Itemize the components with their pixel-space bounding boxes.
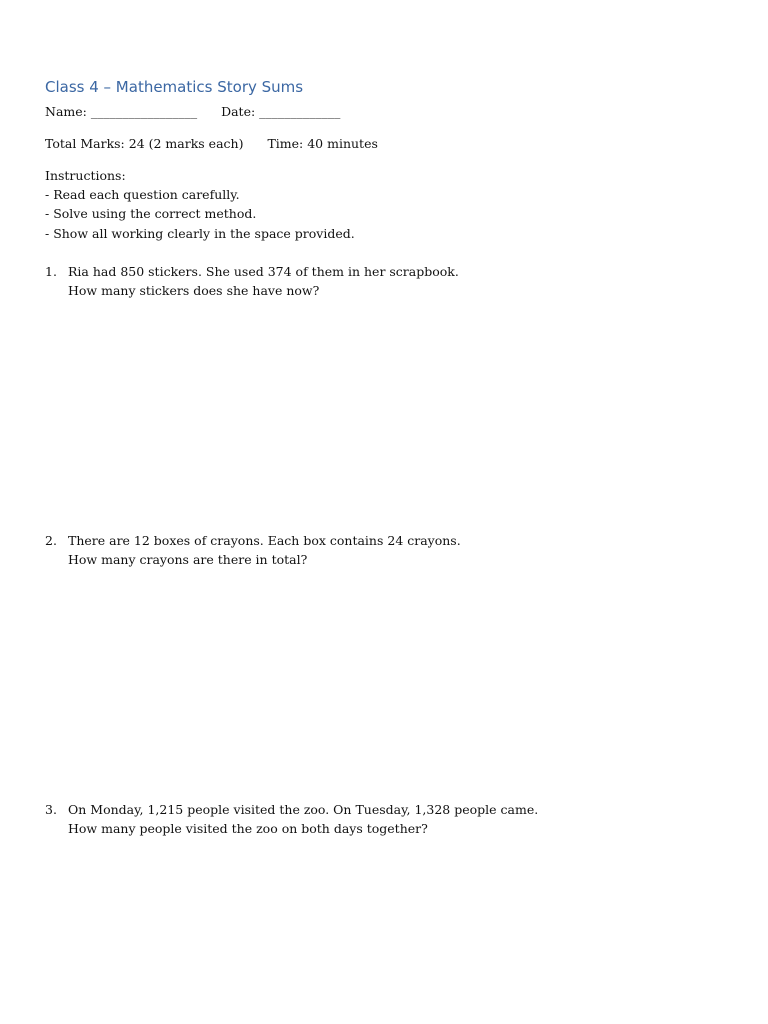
- question-line: How many stickers does she have now?: [68, 283, 320, 298]
- question-text: [68, 800, 538, 838]
- question-text: [68, 262, 459, 300]
- marks-time-row: [45, 134, 378, 153]
- question-text: [68, 531, 461, 569]
- instruction-item: - Solve using the correct method.: [45, 206, 257, 221]
- question-number: 2.: [45, 533, 57, 548]
- date-field-label: Date: _____________: [221, 104, 341, 119]
- question-line: On Monday, 1,215 people visited the zoo. On Tuesday, 1,328 people came.: [68, 802, 539, 817]
- question-number: 1.: [45, 264, 57, 279]
- total-marks-text: Total Marks: 24 (2 marks each): [45, 136, 244, 151]
- worksheet-title: Class 4 – Mathematics Story Sums: [45, 78, 304, 96]
- name-date-row: [45, 102, 340, 121]
- name-field-label: Name: _________________: [45, 104, 198, 119]
- question-number: 3.: [45, 802, 57, 817]
- time-text: Time: 40 minutes: [267, 136, 378, 151]
- question-line: Ria had 850 stickers. She used 374 of them in her scrapbook.: [68, 264, 459, 279]
- question-line: There are 12 boxes of crayons. Each box contains 24 crayons.: [68, 533, 461, 548]
- instruction-item: - Read each question carefully.: [45, 187, 240, 202]
- question-line: How many people visited the zoo on both days together?: [68, 821, 428, 836]
- instructions-heading: Instructions:: [45, 168, 126, 183]
- question-line: How many crayons are there in total?: [68, 552, 308, 567]
- instruction-item: - Show all working clearly in the space provided.: [45, 226, 355, 241]
